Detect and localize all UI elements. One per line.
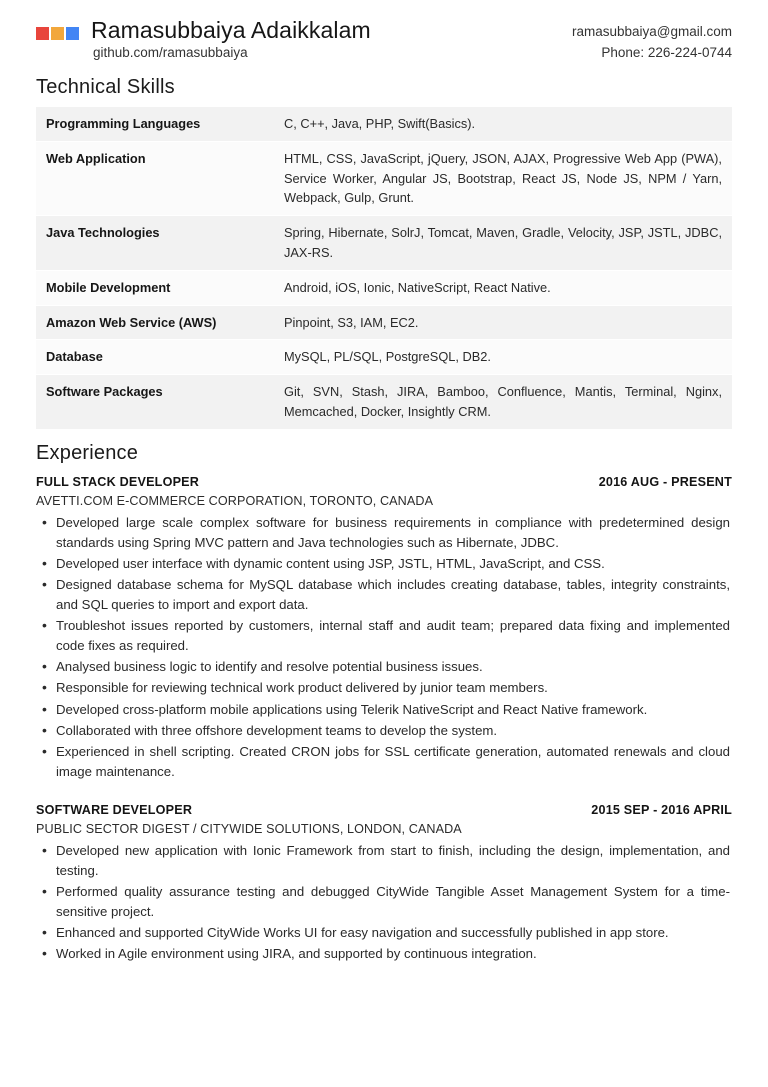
job-header (36, 475, 732, 489)
list-item: • Designed database schema for MySQL database which includes creating database, tables, integrity constraints, and SQL queries to import and export data. (36, 575, 732, 615)
list-item: • Enhanced and supported CityWide Works UI for easy navigation and successfully published in app store. (36, 923, 732, 943)
list-item: • Responsible for reviewing technical work product delivered by junior team members. (36, 678, 732, 698)
skills-table (36, 107, 732, 430)
job-bullets (36, 841, 732, 964)
name-block (91, 18, 371, 60)
list-item: • Performed quality assurance testing and debugged CityWide Tangible Asset Management System for a time-sensitive project. (36, 882, 732, 922)
skill-label: Programming Languages (36, 107, 274, 141)
skill-label: Java Technologies (36, 216, 274, 271)
list-item: • Developed new application with Ionic Framework from start to finish, including the design, implementation, and testing. (36, 841, 732, 881)
skill-label: Web Application (36, 141, 274, 215)
list-item: • Developed cross-platform mobile applications using Telerik NativeScript and React Native framework. (36, 700, 732, 720)
job-company: PUBLIC SECTOR DIGEST / CITYWIDE SOLUTIONS, LONDON, CANADA (36, 821, 462, 836)
table-row (36, 375, 732, 430)
skill-label: Database (36, 340, 274, 375)
list-item: • Developed user interface with dynamic content using JSP, JSTL, HTML, JavaScript, and CSS. (36, 554, 732, 574)
skill-value: HTML, CSS, JavaScript, jQuery, JSON, AJAX, Progressive Web App (PWA), Service Worker, Angular JS, Bootstrap, React JS, Node JS, NPM / Yarn, Webpack, Gulp, Grunt. (274, 141, 732, 215)
table-row (36, 270, 732, 305)
table-row (36, 340, 732, 375)
list-item: • Collaborated with three offshore development teams to develop the system. (36, 721, 732, 741)
resume-header (36, 18, 732, 64)
job-dates: 2015 SEP - 2016 APRIL (591, 802, 732, 817)
table-row (36, 107, 732, 141)
contact-info (572, 18, 732, 64)
table-row (36, 305, 732, 340)
skill-value: MySQL, PL/SQL, PostgreSQL, DB2. (274, 340, 732, 375)
table-row (36, 141, 732, 215)
list-item: • Experienced in shell scripting. Created CRON jobs for SSL certificate generation, automated renewals and cloud image maintenance. (36, 742, 732, 782)
section-title-experience: Experience (36, 441, 139, 464)
section-spacer (36, 783, 732, 793)
skill-value: Spring, Hibernate, SolrJ, Tomcat, Maven, Gradle, Velocity, JSP, JSTL, JDBC, JAX-RS. (274, 216, 732, 271)
list-item: • Developed large scale complex software for business requirements in compliance with predetermined design standards using Spring MVC pattern and Java technologies such as Hibernate, JDBC. (36, 513, 732, 553)
phone-text: Phone: 226-224-0744 (601, 44, 732, 60)
table-row (36, 216, 732, 271)
job-title: FULL STACK DEVELOPER (36, 474, 200, 489)
skill-value: Android, iOS, Ionic, NativeScript, React Native. (274, 270, 732, 305)
skill-value: Pinpoint, S3, IAM, EC2. (274, 305, 732, 340)
job-entry (36, 475, 732, 782)
candidate-name: Ramasubbaiya Adaikkalam (91, 17, 371, 43)
job-header (36, 803, 732, 817)
skill-label: Software Packages (36, 375, 274, 430)
logo-squares-icon (36, 27, 81, 40)
skill-label: Amazon Web Service (AWS) (36, 305, 274, 340)
list-item: • Analysed business logic to identify and resolve potential business issues. (36, 657, 732, 677)
section-title-skills: Technical Skills (36, 75, 175, 98)
email-text[interactable]: ramasubbaiya@gmail.com (571, 24, 732, 39)
job-entry (36, 803, 732, 964)
job-title: SOFTWARE DEVELOPER (36, 802, 193, 817)
list-item: • Troubleshot issues reported by customers, internal staff and audit team; prepared data fixing and implemented code fixes as required. (36, 616, 732, 656)
job-dates: 2016 AUG - PRESENT (598, 474, 732, 489)
skill-value: Git, SVN, Stash, JIRA, Bamboo, Confluence, Mantis, Terminal, Nginx, Memcached, Docker, Insightly CRM. (274, 375, 732, 430)
header-left (36, 18, 371, 60)
job-bullets (36, 513, 732, 782)
job-company: AVETTI.COM E-COMMERCE CORPORATION, TORONTO, CANADA (36, 493, 434, 508)
github-link[interactable]: github.com/ramasubbaiya (93, 45, 248, 61)
skill-label: Mobile Development (36, 270, 274, 305)
list-item: • Worked in Agile environment using JIRA, and supported by continuous integration. (36, 944, 732, 964)
skill-value: C, C++, Java, PHP, Swift(Basics). (274, 107, 732, 141)
